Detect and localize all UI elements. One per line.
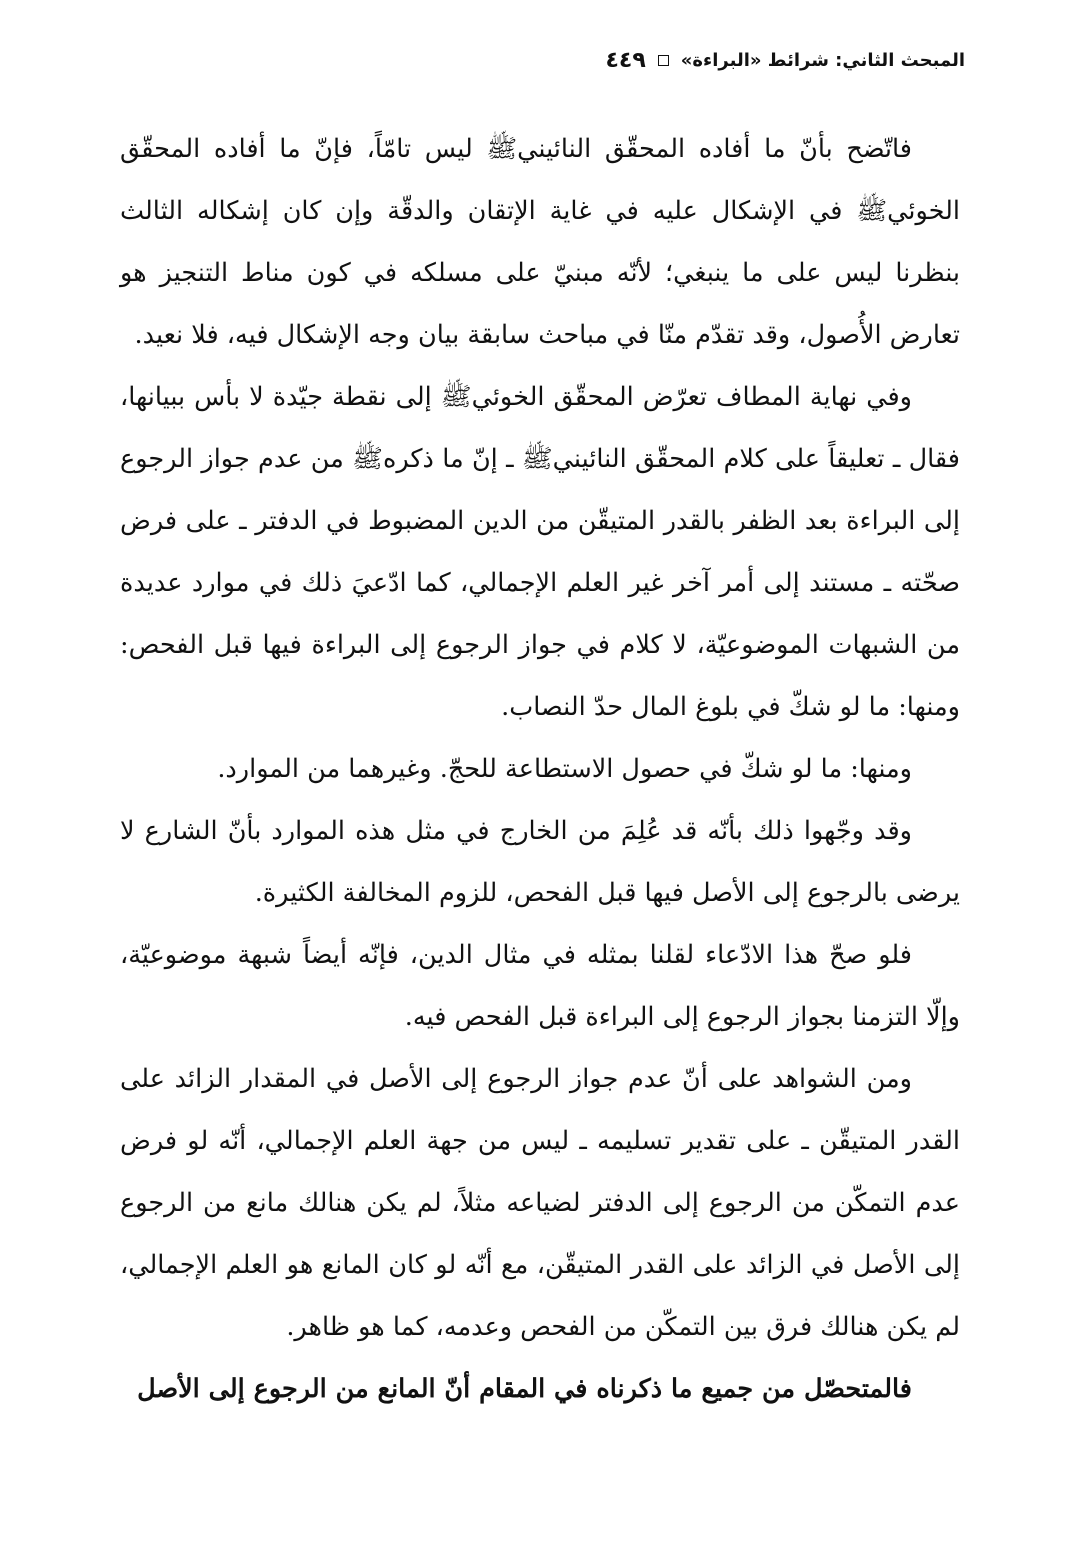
paragraph-5: فلو صحّ هذا الادّعاء لقلنا بمثله في مثال الدين، فإنّه أيضاً شبهة موضوعيّة، وإلّا التزمنا بجواز الرجوع إلى البراءة قبل الفحص فيه. xyxy=(120,940,960,1032)
running-header xyxy=(120,40,965,80)
paragraph-3: ومنها: ما لو شكّ في حصول الاستطاعة للحجّ. وغيرهما من الموارد. xyxy=(217,754,912,784)
running-title: المبحث الثاني: شرائط «البراءة» xyxy=(680,49,965,71)
square-separator-icon xyxy=(658,55,669,66)
paragraph-7: فالمتحصّل من جميع ما ذكرناه في المقام أنّ المانع من الرجوع إلى الأصل xyxy=(137,1374,912,1404)
page-number: ٤٤٩ xyxy=(605,47,646,73)
paragraph-2: وفي نهاية المطاف تعرّض المحقّق الخوئيﷺ إلى نقطة جيّدة لا بأس ببيانها، فقال ـ تعليقاً على كلام المحقّق النائينيﷺ ـ إنّ ما ذكرهﷺ من عدم جواز الرجوع إلى البراءة بعد الظفر بالقدر المتيقّن من الدين المضبوط في الدفتر ـ على فرض صحّته ـ مستند إلى أمر آخر غير العلم الإجمالي، كما ادّعيَ ذلك في موارد عديدة من الشبهات الموضوعيّة، لا كلام في جواز الرجوع إلى البراءة فيها قبل الفحص: ومنها: ما لو شكّ في بلوغ المال حدّ النصاب. xyxy=(120,382,960,722)
paragraph-4: وقد وجّهوا ذلك بأنّه قد عُلِمَ من الخارج في مثل هذه الموارد بأنّ الشارع لا يرضى بالرجوع إلى الأصل فيها قبل الفحص، للزوم المخالفة الكثيرة. xyxy=(120,816,960,908)
paragraph-6: ومن الشواهد على أنّ عدم جواز الرجوع إلى الأصل في المقدار الزائد على القدر المتيقّن ـ على تقدير تسليمه ـ ليس من جهة العلم الإجمالي، أنّه لو فرض عدم التمكّن من الرجوع إلى الدفتر لضياعه مثلاً، لم يكن هنالك مانع من الرجوع إلى الأصل في الزائد على القدر المتيقّن، مع أنّه لو كان المانع هو العلم الإجمالي، لم يكن هنالك فرق بين التمكّن من الفحص وعدمه، كما هو ظاهر. xyxy=(120,1064,960,1342)
paragraph-1: فاتّضح بأنّ ما أفاده المحقّق النائينيﷺ ليس تامّاً، فإنّ ما أفاده المحقّق الخوئيﷺ في الإشكال عليه في غاية الإتقان والدقّة وإن كان إشكاله الثالث بنظرنا ليس على ما ينبغي؛ لأنّه مبنيّ على مسلكه في كون مناط التنجيز هو تعارض الأُصول، وقد تقدّم منّا في مباحث سابقة بيان وجه الإشكال فيه، فلا نعيد. xyxy=(120,134,960,350)
body-text xyxy=(120,118,960,1420)
